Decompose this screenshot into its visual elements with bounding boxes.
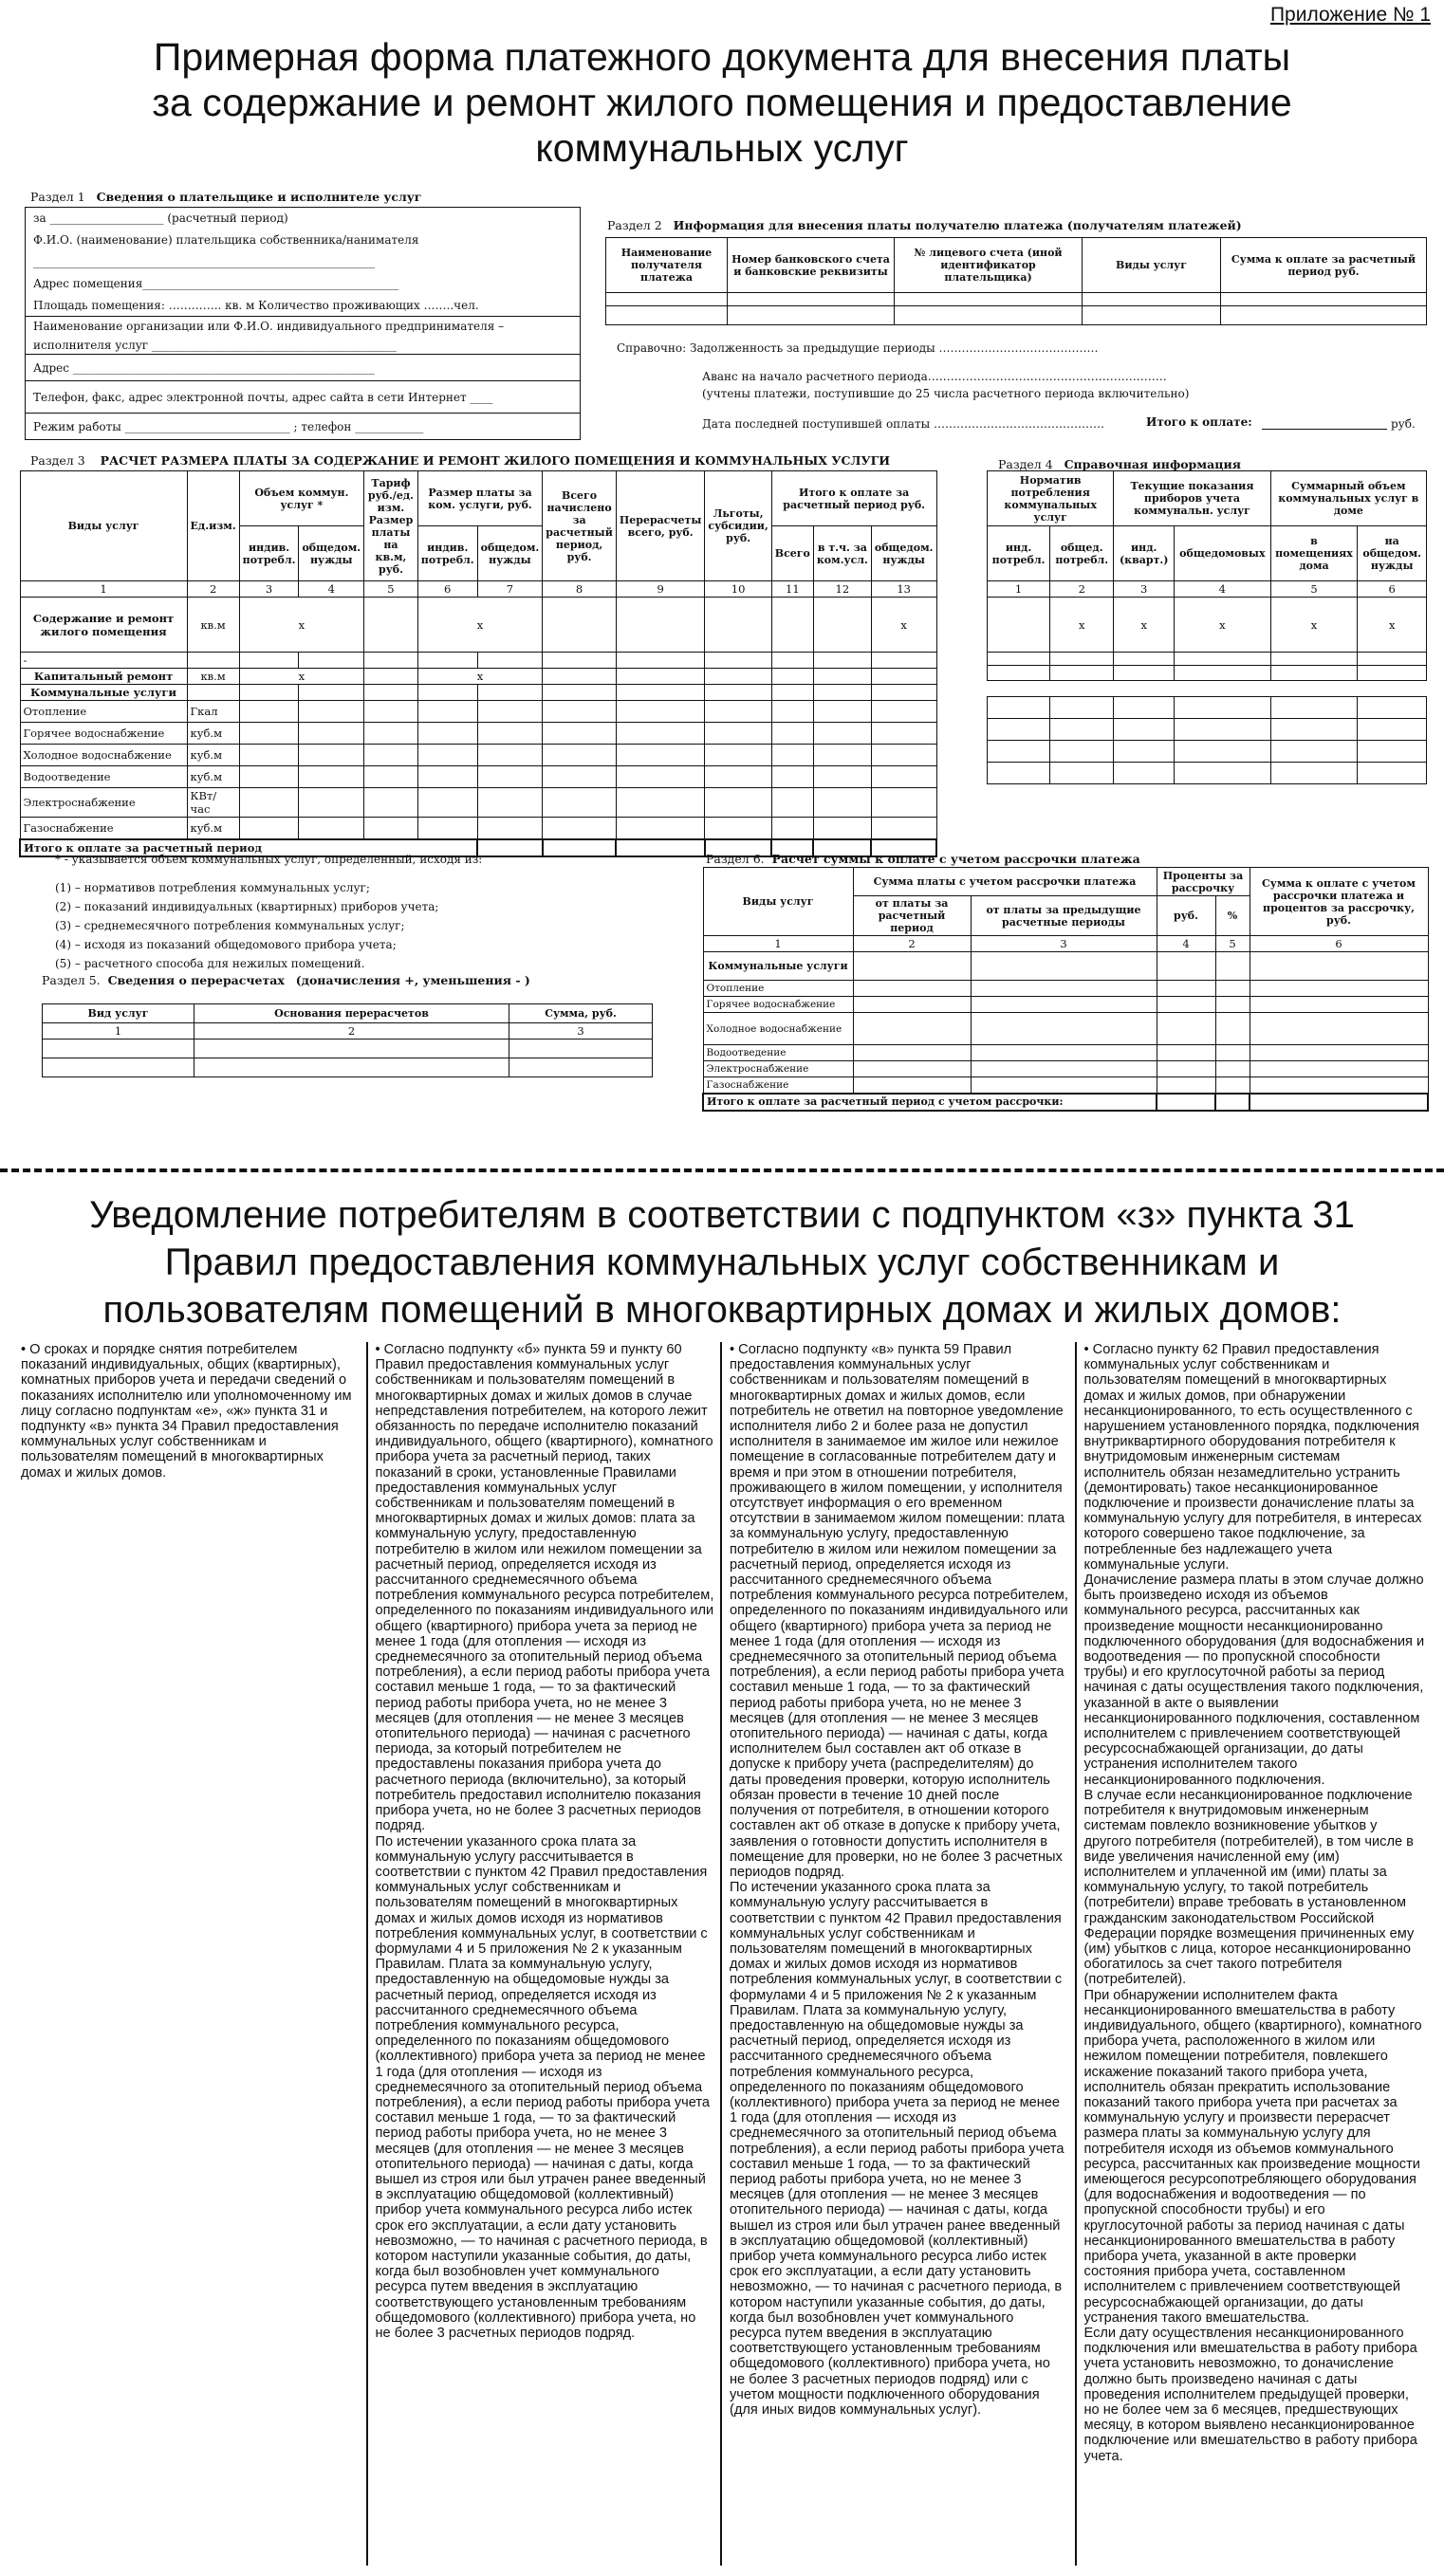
advance-note: (учтены платежи, поступившие до 25 числа расчетного периода включительно) xyxy=(702,387,1190,400)
s4-col-indk: инд. (кварт.) xyxy=(1114,526,1175,581)
section6-heading xyxy=(706,852,1140,866)
table-row: Капитальный ремонт кв.м x x xyxy=(20,669,936,685)
executor-line: исполнителя услуг ___________________________________________ xyxy=(26,336,580,355)
section2-title: Информация для внесения платы получателю платежа (получателям платежей) xyxy=(673,218,1242,232)
table-row: Электроснабжение xyxy=(703,1061,1428,1077)
section5-heading xyxy=(42,973,530,987)
notice-title-line-3: пользователям помещений в многоквартирных домах и жилых домов: xyxy=(102,1289,1342,1331)
s5-col-sum: Сумма, руб. xyxy=(509,1004,653,1023)
table-row: Отопление Гкал xyxy=(20,701,936,723)
period-row: за ____________________ (расчетный период) xyxy=(33,212,288,225)
s3-col-indiv: индив. потребл. xyxy=(239,526,299,581)
s3-col-accrued: Всего начислено за расчетный период, руб. xyxy=(543,471,617,581)
notice-paragraph: Если дату осуществления несанкционированного подключения или вмешательства в работу прибора учета установить невозможно, то доначисление должно быть произведено начиная с даты проведения исполнителем предыдущей проверки, но не более чем за 6 месяцев, предшествующих месяцу, в котором выявлено несанкционированное подключение или вмешательство в работу прибора учета. xyxy=(1083,2326,1417,2464)
notice-columns xyxy=(13,1342,1431,2566)
table-row: Содержание и ремонт жилого помещения кв.м x x x xyxy=(20,598,936,653)
volume-legend xyxy=(55,850,482,973)
s4-col-obsh: общед. потребл. xyxy=(1050,526,1114,581)
document-title xyxy=(0,34,1444,171)
table-row: Горячее водоснабжение куб.м xyxy=(20,723,936,745)
executor-address-row: Адрес _____________________________________________________ xyxy=(26,355,580,381)
section2-heading xyxy=(607,218,1242,232)
payer-name-line: ____________________________________________________________ xyxy=(33,255,375,268)
title-line-3: коммунальных услуг xyxy=(535,126,909,170)
s6-col-previous: от платы за предыдущие расчетные периоды xyxy=(971,896,1157,936)
notice-column-4 xyxy=(1077,1342,1432,2566)
table-row: Коммунальные услуги xyxy=(20,685,936,701)
s2-col-bank: Номер банковского счета и банковские реквизиты xyxy=(728,238,895,293)
s2-col-services: Виды услуг xyxy=(1083,238,1221,293)
notice-paragraph: В случае если несанкционированное подключение потребителя к внутридомовым инженерным системам повлекло возникновение убытков у другого потребителя (потребителей), в том числе в виде увеличения начисленной ему (им) исполнителем и уплаченной им (ими) платы за коммунальную услугу, то такой потребитель (потребители) вправе требовать в установленном гражданским законодательством Российской Федерации порядке возмещения причиненных ему (им) убытков с лица, которое несанкционированно обогатилось за счет такого потребителя (потребителей). xyxy=(1083,1787,1415,1988)
s2-col-account: № лицевого счета (иной идентификатор плательщика) xyxy=(895,238,1083,293)
s3-col-pay-common: общедом. нужды xyxy=(477,526,543,581)
section5-number: Раздел 5. xyxy=(42,973,101,987)
notice-paragraph: • Согласно подпункту «б» пункта 59 и пункту 60 Правил предоставления коммунальных услуг собственникам и пользователям помещений в многоквартирных домах и жилых домов в случае непредставления потребителем, на которого лежит обязанность по передаче исполнителю показаний индивидуального, общего (квартирного), комнатного прибора учета за расчетный период, таких показаний в сроки, установленные Правилами предоставления коммунальных услуг собственникам и пользователям помещений в многоквартирных домах и жилых домов: плата за коммунальную услугу, предоставленную потребителю в жилом или нежилом помещении за расчетный период, определяется исходя из рассчитанного среднемесячного объема потребления коммунального ресурса потребителем, определенного по показаниям индивидуального или общего (квартирного) прибора учета за период не менее 1 года (для отопления — исходя из среднемесячного за отопительный период объема потребления), а если период работы прибора учета составил меньше 1 года, — то за фактический период работы прибора учета, но не менее 3 месяцев (для отопления — не менее 3 месяцев отопительного периода) — начиная с расчетного периода, за который потребителем не предоставлены показания прибора учета до расчетного периода (включительно), за который потребитель предоставил исполнителю показания прибора учета, но не более 3 расчетных периодов подряд. xyxy=(375,1342,714,1834)
section1-number: Раздел 1 xyxy=(30,190,85,204)
payer-name-row: Ф.И.О. (наименование) плательщика собственника/нанимателя xyxy=(33,233,419,247)
notice-paragraph: При обнаружении исполнителем факта несанкционированного вмешательства в работу индивидуального, общего (квартирного), комнатного прибора учета, расположенного в жилом или нежилом помещении потребителя, повлекшего искажение показаний такого прибора учета, исполнитель обязан прекратить использование показаний такого прибора учета при расчетах за коммунальную услугу и произвести перерасчет размера платы за коммунальную услугу для потребителя исходя из объемов коммунального ресурса, рассчитанных как произведение мощности имеющегося ресурсопотребляющего оборудования (для водоснабжения и водоотведения — по пропускной способности трубы) и его круглосуточной работы за период начиная с даты несанкционированного вмешательства в работу прибора учета, указанной в акте проверки состояния прибора учета, составленном исполнителем с привлечением соответствующей ресурсоснабжающей организации, до даты устранения такого вмешательства. xyxy=(1083,1987,1422,2326)
s3-col-benefits: Льготы, субсидии, руб. xyxy=(705,471,771,581)
section4-heading xyxy=(998,457,1241,471)
section2-table xyxy=(605,237,1427,325)
legend-item: (5) – расчетного способа для нежилых помещений. xyxy=(55,957,365,970)
s3-col-incl-common: общедом. нужды xyxy=(871,526,936,581)
legend-item: (1) – нормативов потребления коммунальных услуг; xyxy=(55,881,370,894)
notice-column-3 xyxy=(722,1342,1077,2566)
s2-col-sum: Сумма к оплате за расчетный период руб. xyxy=(1221,238,1427,293)
total-to-pay-line xyxy=(1262,429,1387,430)
s6-col-rub: руб. xyxy=(1157,896,1215,936)
s3-col-total: Итого к оплате за расчетный период руб. xyxy=(771,471,936,526)
s3-col-incl: в т.ч. за ком.усл. xyxy=(813,526,871,581)
table-row: Электроснабжение КВт/час xyxy=(20,788,936,818)
notice-title-line-1: Уведомление потребителям в соответствии с подпунктом «з» пункта 31 xyxy=(89,1194,1355,1236)
table-row: Газоснабжение xyxy=(703,1077,1428,1094)
table-row: Холодное водоснабжение куб.м xyxy=(20,745,936,766)
s3-col-all: Всего xyxy=(771,526,813,581)
title-line-2: за содержание и ремонт жилого помещения и предоставление xyxy=(152,81,1292,124)
s4-col-obshd: общедомовых xyxy=(1175,526,1271,581)
executor-row: Наименование организации или Ф.И.О. индивидуального предпринимателя – xyxy=(33,320,505,333)
table-row: Холодное водоснабжение xyxy=(703,1013,1428,1045)
table-row: - xyxy=(20,653,936,669)
legend-intro: * - указывается объем коммунальных услуг, определенный, исходя из: xyxy=(55,853,483,866)
s4-col-rooms: в помещениях дома xyxy=(1270,526,1358,581)
legend-item: (3) – среднемесячного потребления коммунальных услуг; xyxy=(55,919,405,932)
s4-col-current: Текущие показания приборов учета коммунальн. услуг xyxy=(1114,471,1270,526)
section3-heading xyxy=(30,453,890,468)
notice-title-line-2: Правил предоставления коммунальных услуг собственникам и xyxy=(164,1242,1280,1283)
section1-title: Сведения о плательщике и исполнителе услуг xyxy=(96,190,422,204)
notice-paragraph: • О сроках и порядке снятия потребителем показаний индивидуальных, общих (квартирных), комнатных приборов учета и передачи сведений о показаниях исполнителю или уполномоченному им лицу согласно подпунктам «е», «ж» пункта 31 и подпункту «в» пункта 34 Правил предоставления коммунальных услуг собственникам и пользователям помещений в многоквартирных домах и жилых домов. xyxy=(21,1342,352,1481)
address-row: Адрес помещения_____________________________________________ xyxy=(33,277,399,290)
legend-item: (4) – исходя из показаний общедомового прибора учета; xyxy=(55,938,397,951)
s6-number-row: 1 2 3 4 5 6 xyxy=(703,936,1428,952)
contacts-row: Телефон, факс, адрес электронной почты, адрес сайта в сети Интернет ____ xyxy=(26,381,580,414)
s4-col-needs: на общедом. нужды xyxy=(1358,526,1427,581)
section5-title: Сведения о перерасчетах xyxy=(107,973,285,987)
section4-title: Справочная информация xyxy=(1064,457,1241,471)
section5-table xyxy=(42,1003,653,1077)
notice-paragraph: • Согласно подпункту «в» пункта 59 Правил предоставления коммунальных услуг собственникам и пользователям помещений в многоквартирных домах и жилых домов, если потребитель не ответил на повторное уведомление исполнителя либо 2 и более раза не допустил исполнителя в занимаемое им жилое или нежилое помещение в согласованные потребителем дату и время и при этом в отношении потребителя, проживающего в жилом помещении, у исполнителя отсутствует информация о его временном отсутствии в занимаемом жилом помещении: плата за коммунальную услугу, предоставленную потребителю в жилом или нежилом помещении за расчетный период, определяется исходя из рассчитанного среднемесячного объема потребления коммунального ресурса потребителем, определенного по показаниям индивидуального или общего (квартирного) прибора учета за период не менее 1 года (для отопления — исходя из среднемесячного за отопительный период объема потребления), а если период работы прибора учета составил меньше 1 года, — то за фактический период работы прибора учета, но не менее 3 месяцев (для отопления — не менее 3 месяцев отопительного периода) — начиная с даты, когда исполнителем был составлен акт об отказе в допуске к прибору учета (распределителям) до даты проведения проверки, которую исполнитель обязан провести в течение 10 дней после получения от потребителя, в отношении которого составлен акт об отказе в допуске к прибору учета, заявления о готовности допустить исполнителя в помещение для проверки, но не более 3 расчетных периодов подряд. xyxy=(730,1342,1068,1880)
debt-line: Справочно: Задолженность за предыдущие периоды …………………………………… xyxy=(617,341,1099,355)
s3-col-recalc: Перерасчеты всего, руб. xyxy=(616,471,705,581)
section1-heading xyxy=(30,190,421,204)
s5-number-row: 1 2 3 xyxy=(43,1023,653,1040)
s3-col-common: общедом. нужды xyxy=(299,526,364,581)
s4-col-ind: инд. потребл. xyxy=(988,526,1050,581)
notice-column-1 xyxy=(13,1342,368,2566)
notice-paragraph: • Согласно пункту 62 Правил предоставления коммунальных услуг собственникам и пользователям помещений в многоквартирных домах и жилых домов, при обнаружении несанкционированного, то есть осуществленного с нарушением установленного порядка, подключения внутриквартирного оборудования потребителя к внутридомовым инженерным системам исполнитель обязан незамедлительно устранить (демонтировать) такое несанкционированное подключение и произвести доначисление платы за коммунальную услугу для потребителя, в интересах которого совершено такое подключение, за потребленные без надлежащего учета коммунальные услуги. xyxy=(1083,1342,1422,1573)
s4-number-row: 1 2 3 4 5 6 xyxy=(988,581,1427,598)
s2-col-recipient: Наименование получателя платежа xyxy=(606,238,728,293)
table-row: Газоснабжение куб.м xyxy=(20,818,936,839)
s6-col-percent: Проценты за рассрочку xyxy=(1157,868,1250,896)
section4-table xyxy=(987,470,1427,784)
s3-col-pay-indiv: индив. потребл. xyxy=(417,526,477,581)
section3-title: РАСЧЕТ РАЗМЕРА ПЛАТЫ ЗА СОДЕРЖАНИЕ И РЕМОНТ ЖИЛОГО ПОМЕЩЕНИЯ И КОММУНАЛЬНЫХ УСЛУГИ xyxy=(100,453,891,468)
total-to-pay-label: Итого к оплате: xyxy=(1146,415,1252,429)
section6-number: Раздел 6. xyxy=(706,852,765,866)
total-unit: руб. xyxy=(1391,417,1416,431)
s3-number-row: 1 2 3 4 5 6 7 8 9 10 11 12 13 xyxy=(20,581,936,598)
s5-col-reason: Основания перерасчетов xyxy=(194,1004,509,1023)
table-row: Водоотведение куб.м xyxy=(20,766,936,788)
cut-line xyxy=(0,1168,1444,1172)
work-hours-row: Режим работы _____________________________ ; телефон ____________ xyxy=(33,420,424,433)
s3-col-unit: Ед.изм. xyxy=(187,471,239,581)
advance-line: Аванс на начало расчетного периода……………………………………………………… xyxy=(702,370,1167,383)
section1-payer-box xyxy=(25,207,581,440)
s3-col-services: Виды услуг xyxy=(20,471,187,581)
section3-number: Раздел 3 xyxy=(30,453,85,468)
s4-col-sum: Суммарный объем коммунальных услуг в доме xyxy=(1270,471,1426,526)
s4-col-norm: Норматив потребления коммунальных услуг xyxy=(988,471,1114,526)
table-row: Отопление xyxy=(703,981,1428,997)
notice-column-2 xyxy=(368,1342,723,2566)
s3-col-tariff: Тариф руб./ед. изм. Размер платы на кв.м, руб. xyxy=(364,471,418,581)
section4-number: Раздел 4 xyxy=(998,457,1053,471)
table-row: Коммунальные услуги xyxy=(703,952,1428,981)
s3-total-row: Итого к оплате за расчетный период xyxy=(20,839,936,856)
notice-paragraph: По истечении указанного срока плата за коммунальную услугу рассчитывается в соответствии с пунктом 42 Правил предоставления коммунальных услуг собственникам и пользователям помещений в многоквартирных домах и жилых домов исходя из нормативов потребления коммунальных услуг, в соответствии с формулами 4 и 5 приложения № 2 к указанным Правилам. Плата за коммунальную услугу, предоставленную на общедомовые нужды за расчетный период, определяется исходя из рассчитанного среднемесячного объема потребления коммунального ресурса, определенного по показаниям общедомового (коллективного) прибора учета за период не менее 1 года (для отопления — исходя из среднемесячного за отопительный период объема потребления), а если период работы прибора учета составил меньше 1 года, — то за фактический период работы прибора учета, но не менее 3 месяцев (для отопления — не менее 3 месяцев отопительного периода) — начиная с даты, когда вышел из строя или был утрачен ранее введенный в эксплуатацию общедомовой (коллективный) прибор учета коммунального ресурса либо истек срок его эксплуатации, а если дату установить невозможно, — то начиная с расчетного периода, в котором наступили указанные события, до даты, когда был возобновлен учет коммунального ресурса путем введения в эксплуатацию соответствующего установленным требованиям общедомового (коллективного) прибора учета, но не более 3 расчетных периодов подряд) или с учетом мощности подключенного оборудования (для иных видов коммунальных услуг). xyxy=(730,1880,1064,2419)
s5-col-service: Вид услуг xyxy=(43,1004,194,1023)
s3-col-payment: Размер платы за ком. услуги, руб. xyxy=(417,471,542,526)
section2-number: Раздел 2 xyxy=(607,218,662,232)
area-row: Площадь помещения: ………….. кв. м Количество проживающих ……..чел. xyxy=(26,295,580,317)
section3-table xyxy=(19,470,937,857)
section6-table xyxy=(702,867,1429,1112)
notice-title xyxy=(0,1191,1444,1334)
title-line-1: Примерная форма платежного документа для внесения платы xyxy=(153,35,1291,79)
notice-paragraph: Доначисление размера платы в этом случае должно быть произведено исходя из объемов коммунального ресурса, рассчитанных как произведение мощности несанкционированно подключенного оборудования (для водоснабжения и водоотведения — по пропускной способности трубы) и его круглосуточной работы за период начиная с даты осуществления такого подключения, указанной в акте о выявлении несанкционированного подключения, составленном исполнителем с привлечением соответствующей ресурсоснабжающей организации, до даты устранения исполнителем такого несанкционированного подключения. xyxy=(1083,1573,1425,1788)
section5-note: (доначисления +, уменьшения - ) xyxy=(295,973,530,987)
s6-col-sum: Сумма к оплате с учетом рассрочки платежа и процентов за рассрочку, руб. xyxy=(1250,868,1428,936)
last-payment-line: Дата последней поступившей оплаты ……………………………………… xyxy=(702,417,1104,431)
section6-title: Расчет суммы к оплате с учетом рассрочки платежа xyxy=(771,852,1140,866)
s6-col-current: от платы за расчетный период xyxy=(853,896,971,936)
s6-col-services: Виды услуг xyxy=(703,868,853,936)
s3-col-volume: Объем коммун. услуг * xyxy=(239,471,363,526)
s6-total-row: Итого к оплате за расчетный период с учетом рассрочки: xyxy=(703,1094,1428,1111)
table-row: x x x x x xyxy=(988,598,1427,653)
table-row: Водоотведение xyxy=(703,1045,1428,1061)
table-row: Горячее водоснабжение xyxy=(703,997,1428,1013)
appendix-label: Приложение № 1 xyxy=(1269,4,1431,26)
s6-col-pct: % xyxy=(1215,896,1250,936)
legend-item: (2) – показаний индивидуальных (квартирных) приборов учета; xyxy=(55,900,439,913)
notice-paragraph: По истечении указанного срока плата за коммунальную услугу рассчитывается в соответствии с пунктом 42 Правил предоставления коммунальных услуг собственникам и пользователям помещений в многоквартирных домах и жилых домов исходя из нормативов потребления коммунальных услуг, в соответствии с формулами 4 и 5 приложения № 2 к указанным Правилам. Плата за коммунальную услугу, предоставленную на общедомовые нужды за расчетный период, определяется исходя из рассчитанного среднемесячного объема потребления коммунального ресурса, определенного по показаниям общедомового (коллективного) прибора учета за период не менее 1 года (для отопления — исходя из среднемесячного за отопительный период объема потребления), а если период работы прибора учета составил меньше 1 года, — то за фактический период работы прибора учета, но не менее 3 месяцев (для отопления — не менее 3 месяцев отопительного периода) — начиная с даты, когда вышел из строя или был утрачен ранее введенный в эксплуатацию общедомовой (коллективный) прибор учета коммунального ресурса либо истек срок его эксплуатации, а если дату установить невозможно, — то начиная с расчетного периода, в котором наступили указанные события, до даты, когда был возобновлен учет коммунального ресурса путем введения в эксплуатацию соответствующего установленным требованиям общедомового (коллективного) прибора учета, но не более 3 расчетных периодов подряд. xyxy=(375,1833,711,2341)
s6-col-installment: Сумма платы с учетом рассрочки платежа xyxy=(853,868,1157,896)
